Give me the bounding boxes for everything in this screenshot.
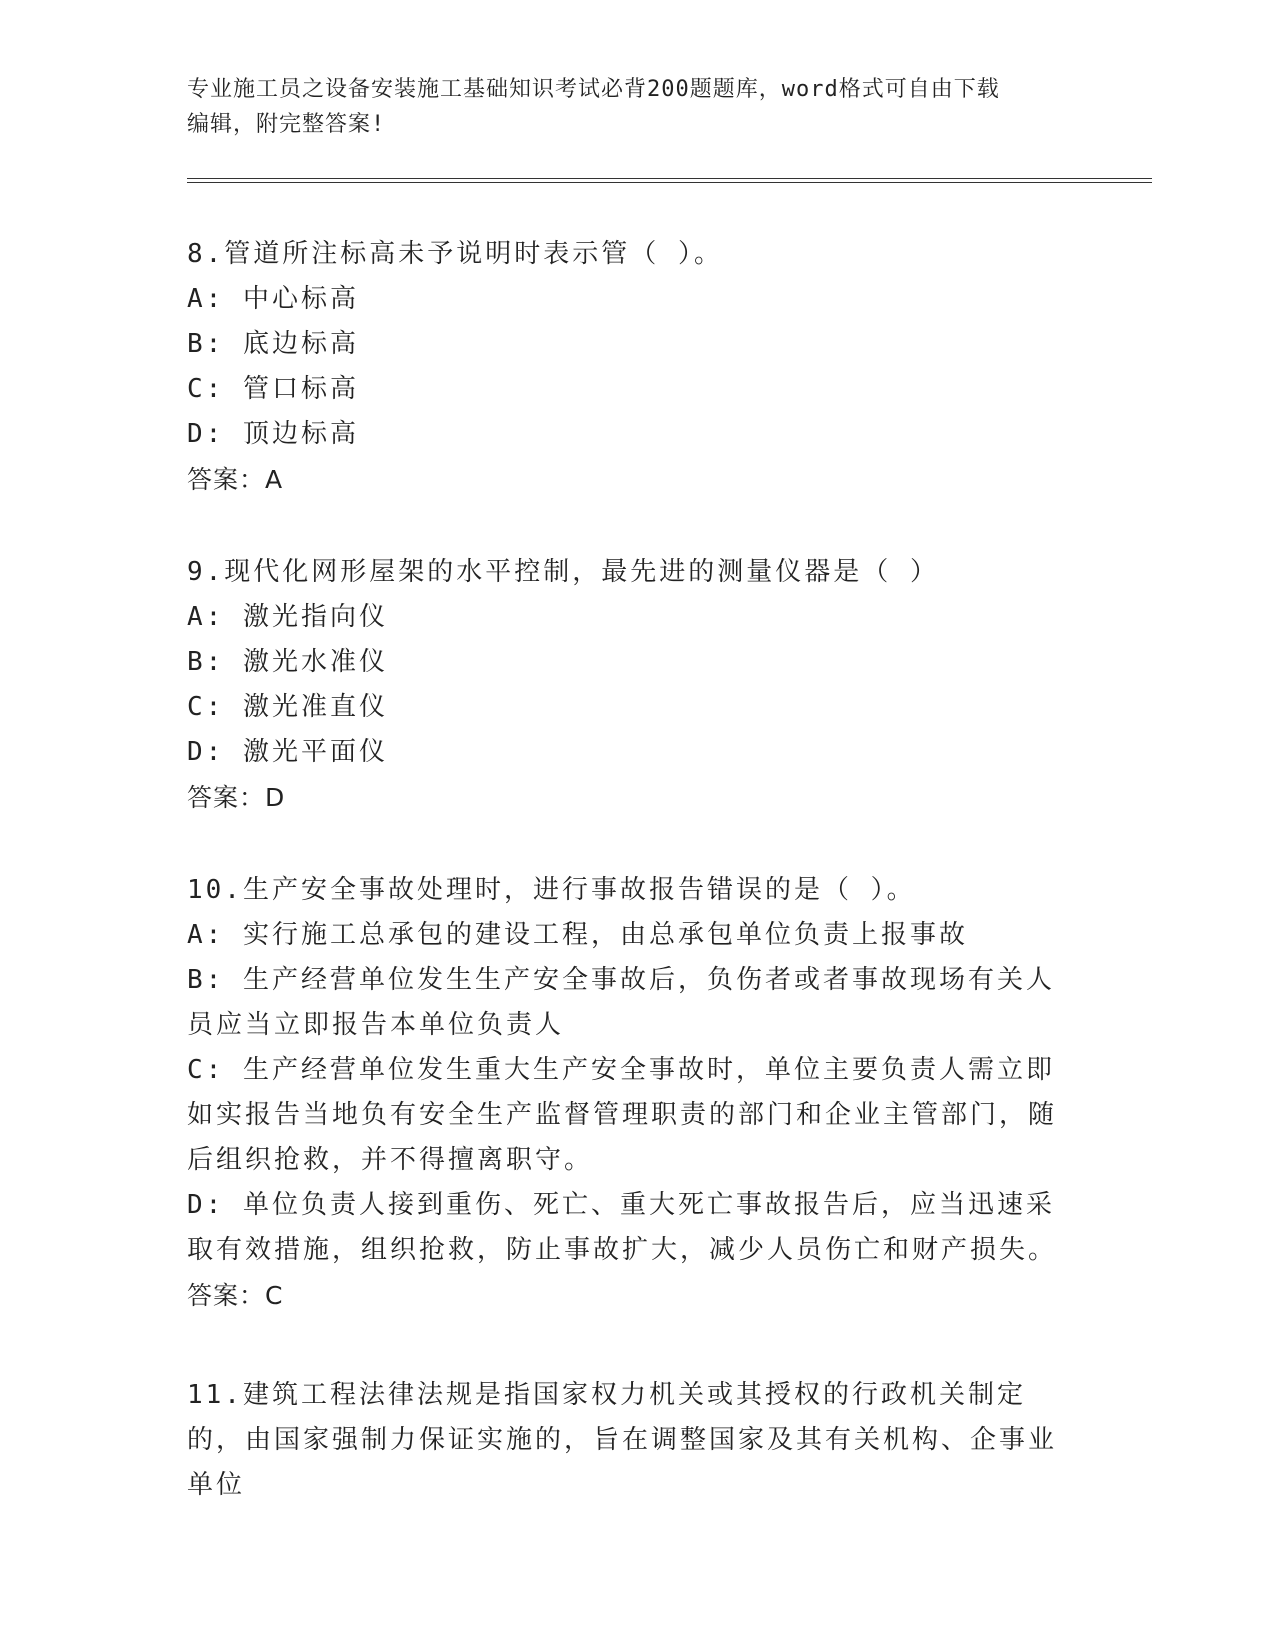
answer: 答案：D	[187, 783, 286, 812]
option-d: D: 单位负责人接到重伤、死亡、重大死亡事故报告后，应当迅速采取有效措施，组织抢救，防止事故扩大，减少人员伤亡和财产损失。	[187, 1190, 1058, 1265]
question-stem: 10.生产安全事故处理时，进行事故报告错误的是（ ）。	[187, 875, 916, 905]
option-a: A: 中心标高	[187, 284, 359, 314]
header-divider-bottom	[187, 182, 1152, 183]
answer: 答案：C	[187, 1281, 284, 1310]
option-a: A: 实行施工总承包的建设工程，由总承包单位负责上报事故	[187, 920, 968, 950]
question-11	[187, 1373, 1077, 1508]
option-b: B: 底边标高	[187, 329, 359, 359]
header-line-1: 专业施工员之设备安装施工基础知识考试必背200题题库，word格式可自由下载	[187, 77, 1000, 102]
question-stem: 9.现代化网形屋架的水平控制，最先进的测量仪器是（ ）	[187, 557, 939, 587]
option-a: A: 激光指向仪	[187, 602, 388, 632]
question-10	[187, 868, 1077, 1318]
question-stem: 8.管道所注标高未予说明时表示管（ ）。	[187, 239, 723, 269]
header-line-2: 编辑，附完整答案!	[187, 112, 386, 137]
document-header	[187, 72, 1077, 142]
option-c: C: 激光准直仪	[187, 692, 388, 722]
header-divider-top	[187, 178, 1152, 179]
option-d: D: 激光平面仪	[187, 737, 388, 767]
question-9	[187, 550, 1077, 820]
option-d: D: 顶边标高	[187, 419, 359, 449]
answer: 答案：A	[187, 465, 284, 494]
option-b: B: 激光水准仪	[187, 647, 388, 677]
option-c: C: 管口标高	[187, 374, 359, 404]
option-b: B: 生产经营单位发生生产安全事故后，负伤者或者事故现场有关人员应当立即报告本单位负责人	[187, 965, 1055, 1040]
option-c: C: 生产经营单位发生重大生产安全事故时，单位主要负责人需立即如实报告当地负有安全生产监督管理职责的部门和企业主管部门，随后组织抢救，并不得擅离职守。	[187, 1055, 1058, 1175]
question-stem: 11.建筑工程法律法规是指国家权力机关或其授权的行政机关制定的，由国家强制力保证实施的，旨在调整国家及其有关机构、企事业单位	[187, 1380, 1058, 1500]
question-8	[187, 232, 1077, 502]
